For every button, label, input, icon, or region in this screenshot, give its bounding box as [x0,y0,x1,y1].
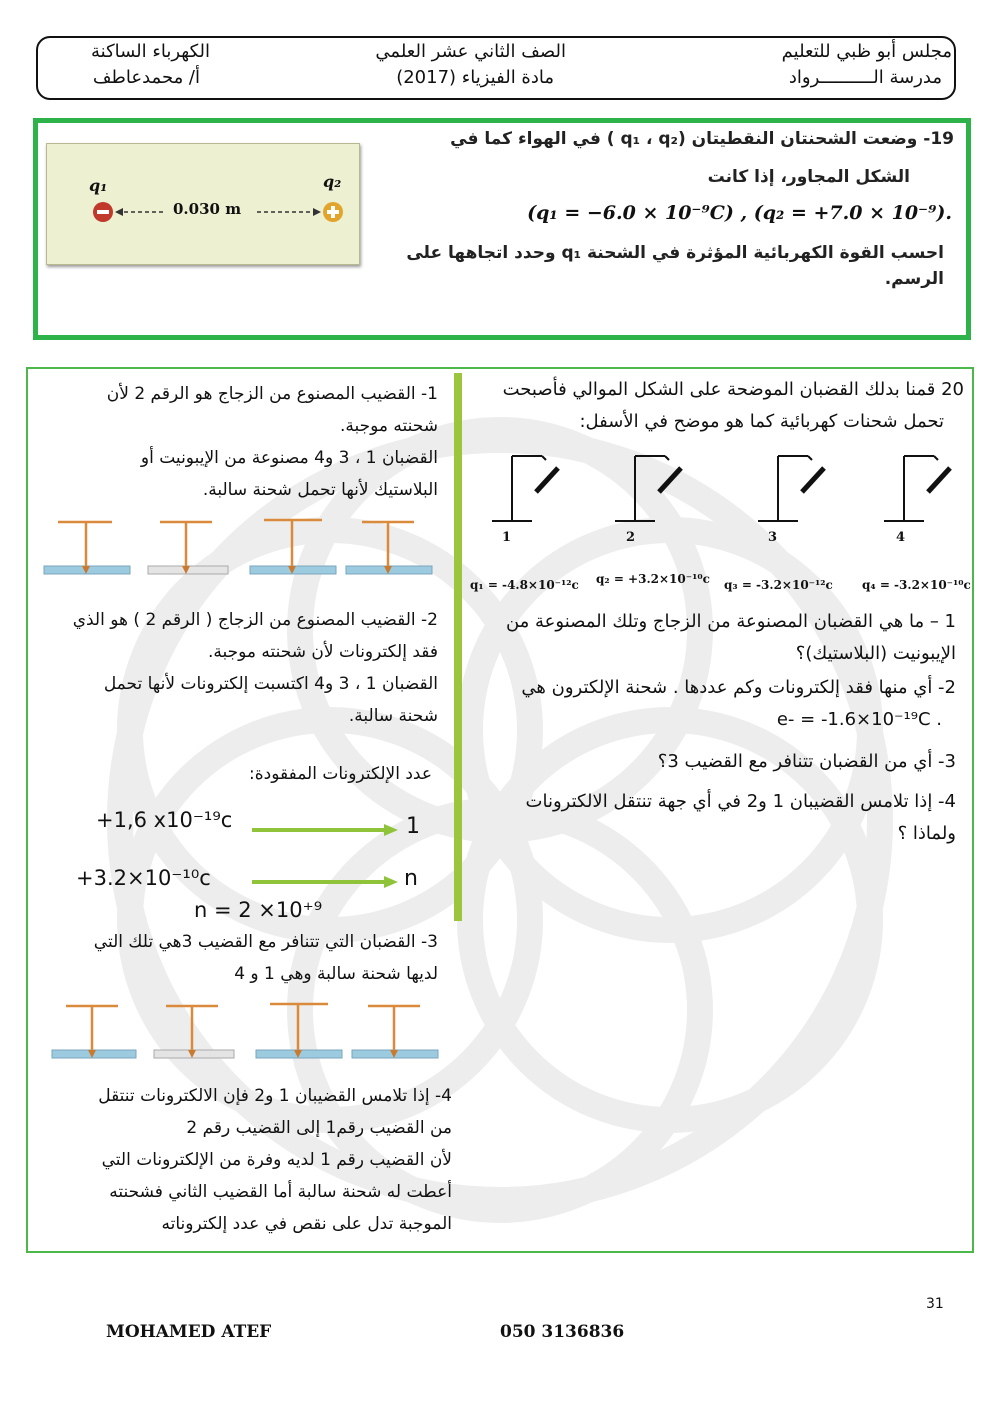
answer-4-line2: من القضيب رقم1 إلى القضيب رقم 2 [186,1118,452,1138]
proportion-row1-right: 1 [406,814,420,839]
rod-number-4: 4 [896,530,906,545]
q20-rods-figure [488,448,964,548]
rod-number-1: 1 [502,530,512,545]
answer-1-line2: شحنته موجبة. [339,416,438,436]
answer-1-line1: 1- القضيب المصنوع من الزجاج هو الرقم 2 لأن [106,384,438,404]
q20-sub1-line1: 1 – ما هي القضبان المصنوعة من الزجاج وتلك المصنوعة من [505,611,956,632]
answer-4-line5: الموجبة تدل على نقص في عدد إلكتروناته [161,1214,452,1234]
footer-author: MOHAMED ATEF [106,1322,272,1342]
q20-intro-2: تحمل شحنات كهربائية كما هو موضح في الأسفل: [579,411,944,432]
column-divider [454,373,462,921]
answer-4-line3: لأن القضيب رقم 1 لديه وفرة من الإلكترونات التي [101,1150,452,1170]
q19-line-4: احسب القوة الكهربائية المؤثرة في الشحنة q₁ وحدد اتجاهها على الرسم. [406,243,944,289]
q20-sub2-line2: . e- = -1.6×10⁻¹⁹C [776,709,942,730]
arrow-row2 [250,874,400,890]
answer-3-line2: لديها شحنة سالبة وهي 1 و 4 [234,964,438,984]
answer-2-line3: القضبان 1 ، 3 و4 اكتسبت إلكترونات لأنها تحمل [103,674,438,694]
answer-2-line1: 2- القضيب المصنوع من الزجاج ( الرقم 2 ) هو الذي [72,610,438,630]
proportion-row2-right: n [404,866,418,891]
answer-4-line4: أعطت له شحنة سالبة أما القضيب الثاني فشحنته [109,1182,452,1202]
rod-charge-1: q₁ = -4.8×10⁻¹²c [470,578,579,592]
header-topic: الكهرباء الساكنة [90,41,210,62]
rod-charge-3: q₃ = -3.2×10⁻¹²c [724,578,833,592]
proportion-row1-left: +1,6 x10⁻¹⁹c [96,808,233,832]
header-school: مدرسة الــــــــــرواد [788,67,942,88]
answer-3-line1: 3- القضبان التي تتنافر مع القضيب 3هي تلك التي [93,932,438,952]
electron-count-result: n = 2 ×10⁺⁹ [194,898,323,922]
answer-4-line1: 4- إذا تلامس القضيبان 1 و2 فإن الالكترونات تنتقل [98,1086,452,1106]
page-number: 31 [926,1296,944,1312]
answer-2-line4: شحنة سالبة. [348,706,438,726]
fig-q1-label: q₁ [89,176,108,195]
q19-line-3: .(q₂ = +7.0 × 10⁻⁹) , (q₁ = −6.0 × 10⁻⁹C) [527,202,952,224]
q20-sub4-line1: 4- إذا تلامس القضيبان 1 و2 في أي جهة تنتقل الالكترونات [525,791,956,812]
q19-figure [46,143,360,265]
q20-sub3-line1: 3- أي من القضبان تتنافر مع القضيب 3؟ [657,751,956,772]
rod-number-2: 2 [626,530,636,545]
rods-stands-figure-2 [48,1000,448,1066]
header-teacher: أ/ محمدعاطف [92,67,200,88]
q20-intro-1: 20 قمنا بدلك القضبان الموضحة على الشكل الموالي فأصبحت [502,379,964,400]
q20-sub2-line1: 2- أي منها فقد إلكترونات وكم عددها . شحنة الإلكترون هي [521,677,956,698]
lost-electrons-title: عدد الإلكترونات المفقودة: [249,764,432,784]
answer-2-line2: فقد إلكترونات لأن شحنته موجبة. [207,642,438,662]
rod-charge-2: q₂ = +3.2×10⁻¹⁰c [596,572,710,586]
header-council: مجلس أبو ظبي للتعليم [781,41,952,62]
rods-stands-figure-1 [40,516,440,582]
rod-number-3: 3 [768,530,778,545]
header-grade: الصف الثاني عشر العلمي [375,41,566,62]
q20-sub1-line2: الإيبونيت (البلاستيك)؟ [795,643,956,664]
answer-1-line3: القضبان 1 ، 3 و4 مصنوعة من الإيبونيت أو [140,448,438,468]
q19-line-1: 19- وضعت الشحنتان النقطيتان (q₁ ، q₂ ) في الهواء كما في [450,129,954,149]
q19-line-2: الشكل المجاور، إذا كانت [707,167,910,187]
header-subject: مادة الفيزياء (2017) [396,67,554,88]
rod-charge-4: q₄ = -3.2×10⁻¹⁰c [862,578,971,592]
footer-phone: 050 3136836 [500,1322,625,1342]
fig-distance-label: 0.030 m [173,200,242,218]
arrow-row1 [250,822,400,838]
proportion-row2-left: +3.2×10⁻¹⁰c [76,866,211,890]
answer-1-line4: البلاستيك لأنها تحمل شحنة سالبة. [202,480,438,500]
fig-q2-label: q₂ [323,172,342,191]
q20-sub4-line2: ولماذا ؟ [897,823,956,844]
